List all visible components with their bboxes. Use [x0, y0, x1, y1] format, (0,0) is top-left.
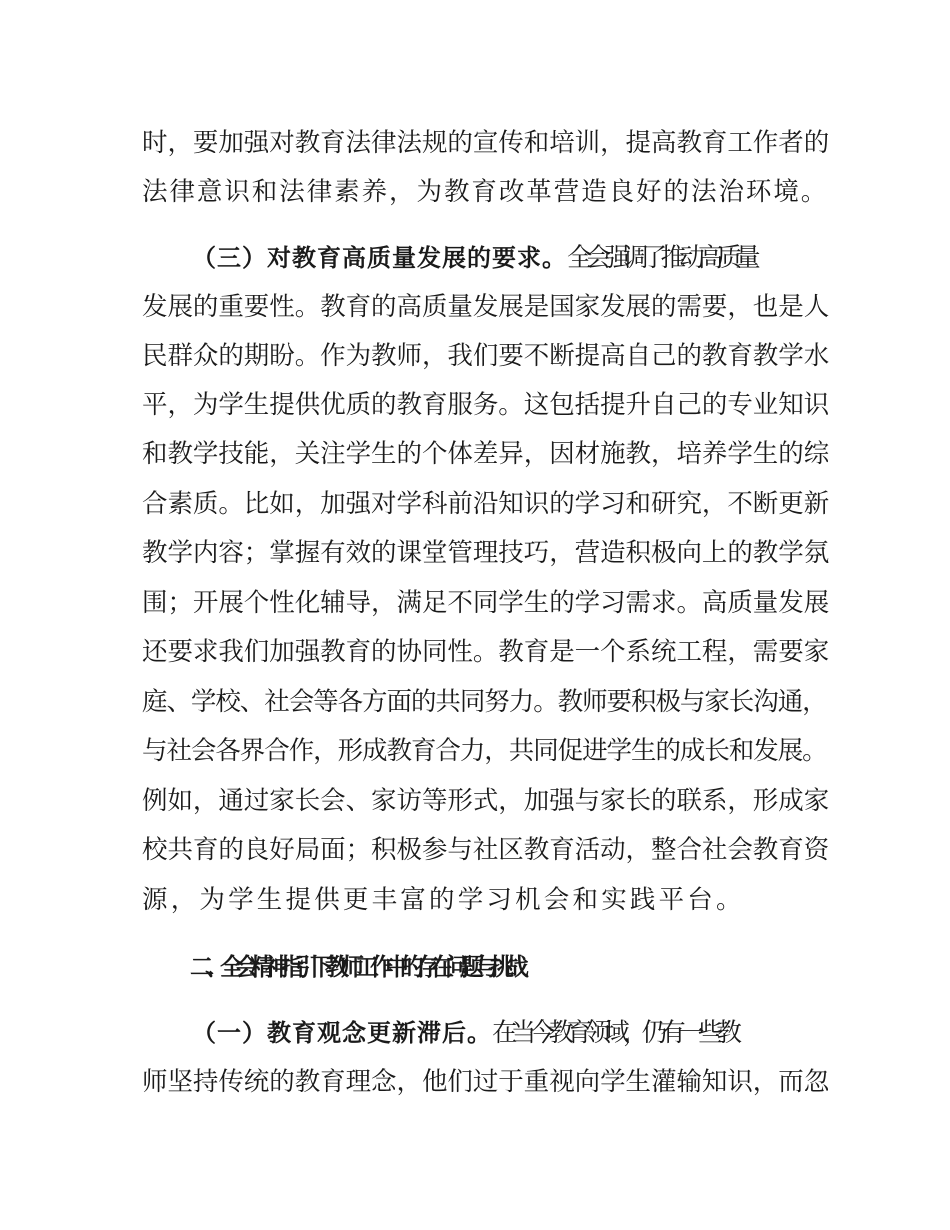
paragraph-line: 校共育的良好局面；积极参与社区教育活动，整合社会教育资: [142, 835, 830, 865]
paragraph-line: 和教学技能，关注学生的个体差异，因材施教，培养学生的综: [142, 439, 830, 469]
paragraph-line: 庭、学校、社会等各方面的共同努力。教师要积极与家长沟通，: [142, 687, 827, 717]
section-heading: 二、全会精神指引下教师工作中的存在问题与挑战: [190, 953, 520, 981]
paragraph-line: 合素质。比如，加强对学科前沿知识的学习和研究，不断更新: [142, 489, 830, 519]
paragraph-first-line: [192, 242, 872, 274]
paragraph-lead-heading: （三）对教育高质量发展的要求。: [192, 244, 567, 272]
paragraph-text: 全会强调了推动高质量: [567, 243, 755, 273]
paragraph-line: 法律意识和法律素养，为教育改革营造良好的法治环境。: [142, 177, 829, 207]
paragraph-line: 民群众的期盼。作为教师，我们要不断提高自己的教育教学水: [142, 341, 830, 371]
paragraph-line: 发展的重要性。教育的高质量发展是国家发展的需要，也是人: [142, 292, 830, 322]
paragraph-line: 师坚持传统的教育理念，他们过于重视向学生灌输知识，而忽: [142, 1067, 830, 1097]
paragraph-text: 在当今教育领域，仍有一些教: [492, 1018, 736, 1048]
paragraph-line: 平，为学生提供优质的教育服务。这包括提升自己的专业知识: [142, 390, 830, 420]
paragraph-line: 源，为学生提供更丰富的学习机会和实践平台。: [142, 885, 745, 915]
paragraph-line: 例如，通过家长会、家访等形式，加强与家长的联系，形成家: [142, 786, 830, 816]
paragraph-lead-heading: （一）教育观念更新滞后。: [192, 1019, 492, 1047]
paragraph-line: 时，要加强对教育法律法规的宣传和培训，提高教育工作者的: [142, 128, 830, 158]
paragraph-line: 还要求我们加强教育的协同性。教育是一个系统工程，需要家: [142, 637, 830, 667]
paragraph-line: 教学内容；掌握有效的课堂管理技巧，营造积极向上的教学氛: [142, 538, 830, 568]
paragraph-first-line: [192, 1017, 872, 1049]
paragraph-line: 与社会各界合作，形成教育合力，共同促进学生的成长和发展。: [142, 736, 827, 766]
paragraph-line: 围；开展个性化辅导，满足不同学生的学习需求。高质量发展: [142, 588, 830, 618]
